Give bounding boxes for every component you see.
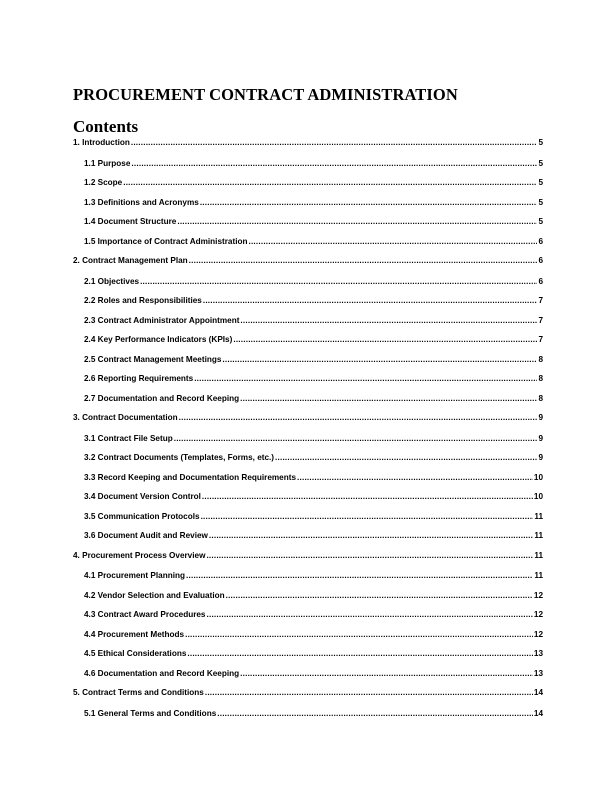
toc-page-number: 10: [533, 472, 543, 482]
toc-dot-leader: [275, 451, 537, 465]
toc-entry-label: 3.2 Contract Documents (Templates, Forms, etc.): [84, 453, 275, 462]
toc-section-link[interactable]: [73, 549, 543, 570]
toc-dot-leader: [179, 411, 538, 425]
toc-dot-leader: [131, 157, 537, 171]
toc-page-number: 7: [538, 296, 543, 305]
toc-dot-leader: [187, 647, 533, 661]
toc-dot-leader: [174, 432, 538, 446]
toc-dot-leader: [189, 254, 538, 268]
toc-page-number: 9: [538, 433, 543, 443]
toc-page-number: 11: [534, 531, 543, 540]
toc-subsection-link[interactable]: [73, 569, 543, 589]
toc-subsection-link[interactable]: [73, 353, 543, 373]
toc-dot-leader: [123, 176, 537, 190]
toc-subsection-link[interactable]: [73, 490, 543, 510]
toc-entry-label: 1.4 Document Structure: [84, 217, 177, 226]
toc-subsection-link[interactable]: [73, 510, 543, 530]
toc-dot-leader: [203, 294, 538, 308]
toc-entry-label: 3.1 Contract File Setup: [84, 433, 173, 443]
toc-page-number: 14: [533, 688, 543, 697]
table-of-contents: [73, 136, 543, 726]
toc-subsection-link[interactable]: [73, 333, 543, 353]
toc-entry-label: 4.6 Documentation and Record Keeping: [84, 668, 240, 678]
toc-page-number: 12: [533, 590, 543, 600]
toc-entry-label: 3.6 Document Audit and Review: [84, 531, 208, 540]
toc-dot-leader: [131, 136, 538, 150]
toc-dot-leader: [207, 608, 533, 622]
toc-subsection-link[interactable]: [73, 275, 543, 295]
toc-page-number: 6: [538, 236, 543, 246]
toc-dot-leader: [297, 471, 533, 485]
toc-entry-label: 2.2 Roles and Responsibilities: [84, 296, 202, 305]
toc-subsection-link[interactable]: [73, 667, 543, 687]
toc-dot-leader: [240, 667, 533, 681]
toc-subsection-link[interactable]: [73, 314, 543, 334]
toc-entry-label: 3. Contract Documentation: [73, 413, 178, 422]
toc-page-number: 11: [534, 571, 543, 580]
toc-entry-label: 4.5 Ethical Considerations: [84, 649, 187, 658]
toc-page-number: 5: [538, 217, 543, 226]
toc-page-number: 5: [538, 178, 543, 187]
toc-dot-leader: [201, 510, 534, 524]
toc-dot-leader: [185, 628, 533, 642]
toc-entry-label: 2.6 Reporting Requirements: [84, 374, 194, 383]
toc-subsection-link[interactable]: [73, 471, 543, 491]
toc-entry-label: 1.2 Scope: [84, 178, 123, 187]
toc-dot-leader: [202, 490, 533, 504]
toc-subsection-link[interactable]: [73, 529, 543, 549]
toc-dot-leader: [200, 196, 538, 210]
toc-entry-label: 4.3 Contract Award Procedures: [84, 610, 206, 619]
toc-entry-label: 4. Procurement Process Overview: [73, 550, 206, 560]
toc-page-number: 12: [533, 610, 543, 619]
toc-entry-label: 2.3 Contract Administrator Appointment: [84, 315, 240, 325]
toc-entry-label: 5.1 General Terms and Conditions: [84, 708, 217, 718]
toc-page-number: 13: [533, 649, 543, 658]
toc-subsection-link[interactable]: [73, 707, 543, 727]
toc-dot-leader: [177, 215, 537, 229]
toc-dot-leader: [240, 314, 537, 328]
toc-subsection-link[interactable]: [73, 432, 543, 452]
toc-entry-label: 1. Introduction: [73, 138, 130, 147]
document-title: PROCUREMENT CONTRACT ADMINISTRATION: [73, 85, 458, 104]
toc-page-number: 8: [538, 393, 543, 403]
toc-page-number: 11: [534, 550, 543, 560]
toc-subsection-link[interactable]: [73, 196, 543, 216]
toc-page-number: 9: [538, 453, 543, 462]
toc-dot-leader: [140, 275, 537, 289]
toc-entry-label: 4.1 Procurement Planning: [84, 571, 186, 580]
toc-dot-leader: [222, 353, 537, 367]
toc-dot-leader: [205, 686, 533, 700]
toc-page-number: 12: [533, 629, 543, 639]
toc-dot-leader: [248, 235, 537, 249]
toc-subsection-link[interactable]: [73, 294, 543, 314]
toc-page-number: 6: [538, 276, 543, 286]
toc-page-number: 7: [538, 315, 543, 325]
toc-page-number: 11: [534, 511, 543, 521]
toc-entry-label: 2.4 Key Performance Indicators (KPIs): [84, 335, 233, 344]
toc-section-link[interactable]: [73, 686, 543, 707]
toc-section-link[interactable]: [73, 254, 543, 275]
toc-entry-label: 2.7 Documentation and Record Keeping: [84, 393, 240, 403]
toc-entry-label: 1.1 Purpose: [84, 158, 131, 168]
toc-entry-label: 2.1 Objectives: [84, 276, 140, 286]
toc-dot-leader: [217, 707, 533, 721]
toc-section-link[interactable]: [73, 136, 543, 157]
toc-entry-label: 4.2 Vendor Selection and Evaluation: [84, 590, 225, 600]
toc-dot-leader: [206, 549, 533, 563]
toc-entry-label: 5. Contract Terms and Conditions: [73, 688, 204, 697]
toc-page-number: 5: [538, 197, 543, 207]
toc-entry-label: 4.4 Procurement Methods: [84, 629, 185, 639]
toc-page-number: 13: [533, 668, 543, 678]
toc-page-number: 9: [538, 413, 543, 422]
toc-entry-label: 3.4 Document Version Control: [84, 492, 201, 501]
toc-page-number: 6: [538, 256, 543, 265]
toc-subsection-link[interactable]: [73, 157, 543, 177]
toc-page-number: 8: [538, 374, 543, 383]
toc-page-number: 14: [533, 708, 543, 718]
toc-page-number: 5: [538, 158, 543, 168]
toc-entry-label: 1.5 Importance of Contract Administration: [84, 236, 248, 246]
toc-dot-leader: [226, 589, 533, 603]
toc-subsection-link[interactable]: [73, 608, 543, 628]
toc-subsection-link[interactable]: [73, 215, 543, 235]
toc-section-link[interactable]: [73, 411, 543, 432]
toc-dot-leader: [194, 372, 537, 386]
toc-subsection-link[interactable]: [73, 176, 543, 196]
toc-dot-leader: [209, 529, 533, 543]
toc-subsection-link[interactable]: [73, 451, 543, 471]
contents-heading: Contents: [73, 117, 139, 136]
toc-entry-label: 2.5 Contract Management Meetings: [84, 354, 222, 364]
toc-entry-label: 3.3 Record Keeping and Documentation Requirements: [84, 472, 297, 482]
toc-subsection-link[interactable]: [73, 647, 543, 667]
toc-entry-label: 1.3 Definitions and Acronyms: [84, 197, 199, 207]
toc-subsection-link[interactable]: [73, 235, 543, 255]
toc-entry-label: 3.5 Communication Protocols: [84, 511, 200, 521]
toc-page-number: 5: [538, 138, 543, 147]
toc-entry-label: 2. Contract Management Plan: [73, 256, 188, 265]
toc-page-number: 7: [538, 335, 543, 344]
toc-subsection-link[interactable]: [73, 372, 543, 392]
toc-dot-leader: [240, 392, 537, 406]
toc-page-number: 10: [533, 492, 543, 501]
toc-dot-leader: [233, 333, 537, 347]
toc-subsection-link[interactable]: [73, 392, 543, 412]
toc-subsection-link[interactable]: [73, 589, 543, 609]
toc-dot-leader: [186, 569, 533, 583]
toc-subsection-link[interactable]: [73, 628, 543, 648]
toc-page-number: 8: [538, 354, 543, 364]
